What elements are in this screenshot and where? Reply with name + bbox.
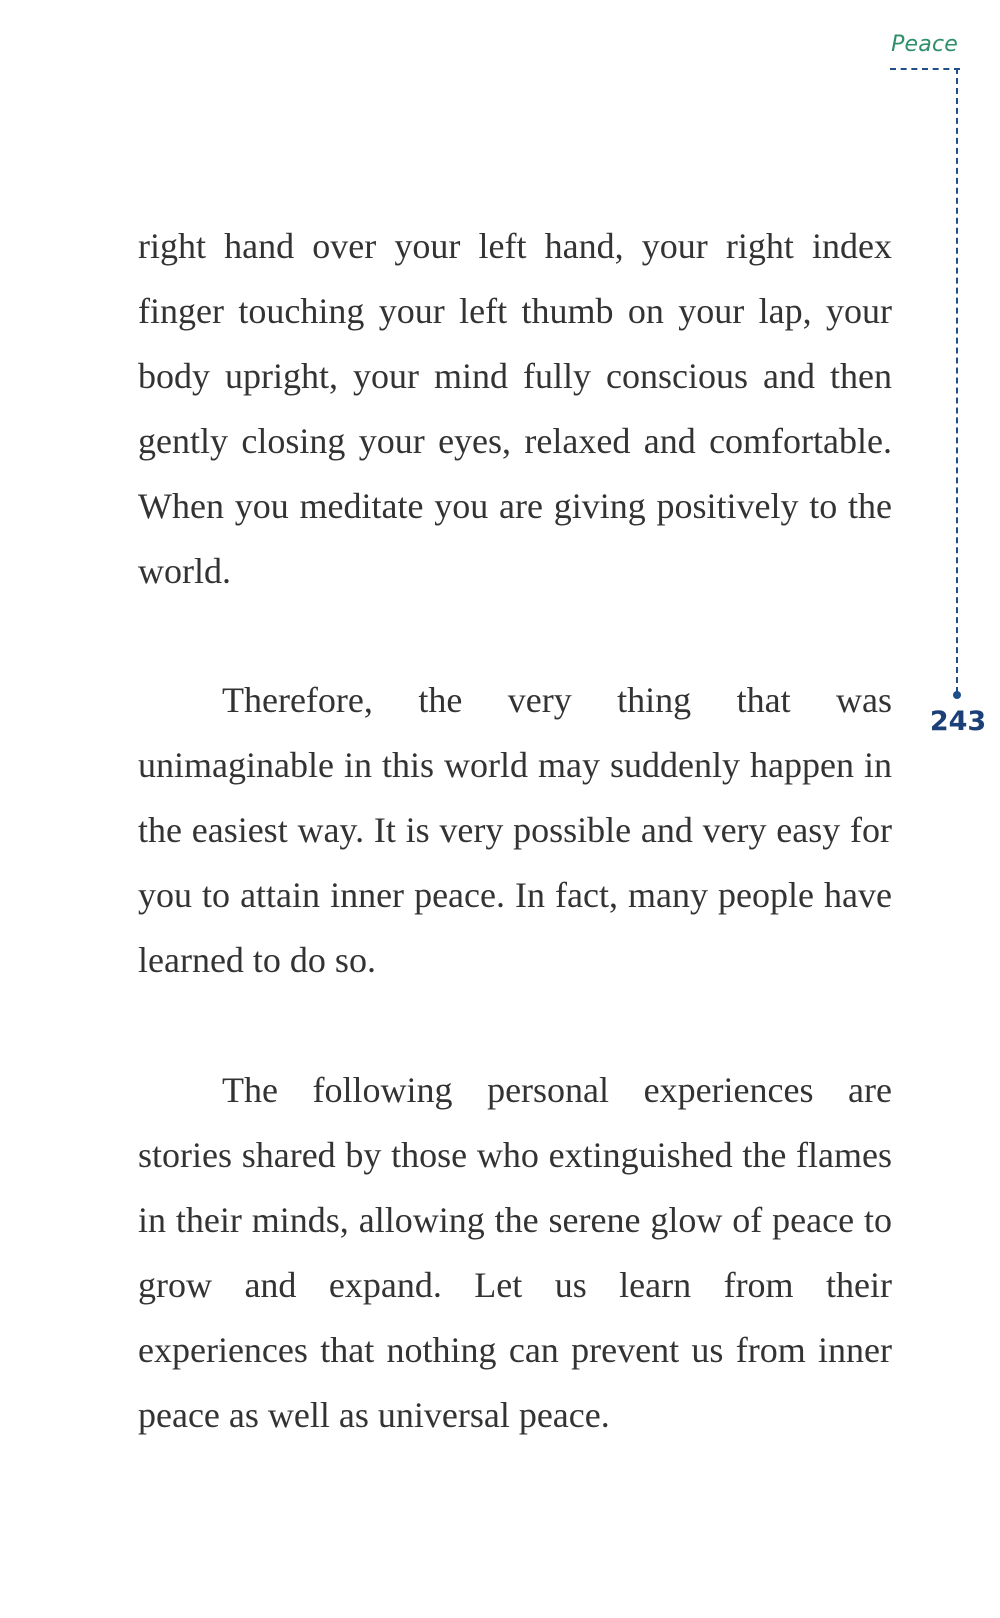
margin-guide-line: [956, 68, 958, 693]
body-paragraph-3: The following personal experiences are stories shared by those who extinguished the flames in their minds, allowing the serene glow of peace to grow and expand. Let us learn from their experiences that nothing can prevent us from inner peace as well as universal peace.: [138, 1070, 892, 1435]
page-number: 243: [929, 706, 987, 737]
header-guide-line: [890, 68, 960, 70]
body-paragraph-2: Therefore, the very thing that was unimaginable in this world may suddenly happen in the easiest way. It is very possible and very easy for you to attain inner peace. In fact, many people have learned to do so.: [138, 680, 892, 980]
body-paragraph-1: right hand over your left hand, your right index finger touching your left thumb on your lap, your body upright, your mind fully conscious and then gently closing your eyes, relaxed and comfortable. When you meditate you are giving positively to the world.: [138, 226, 892, 591]
guide-endpoint-dot: [953, 691, 961, 699]
running-header-title: Peace: [891, 32, 958, 57]
